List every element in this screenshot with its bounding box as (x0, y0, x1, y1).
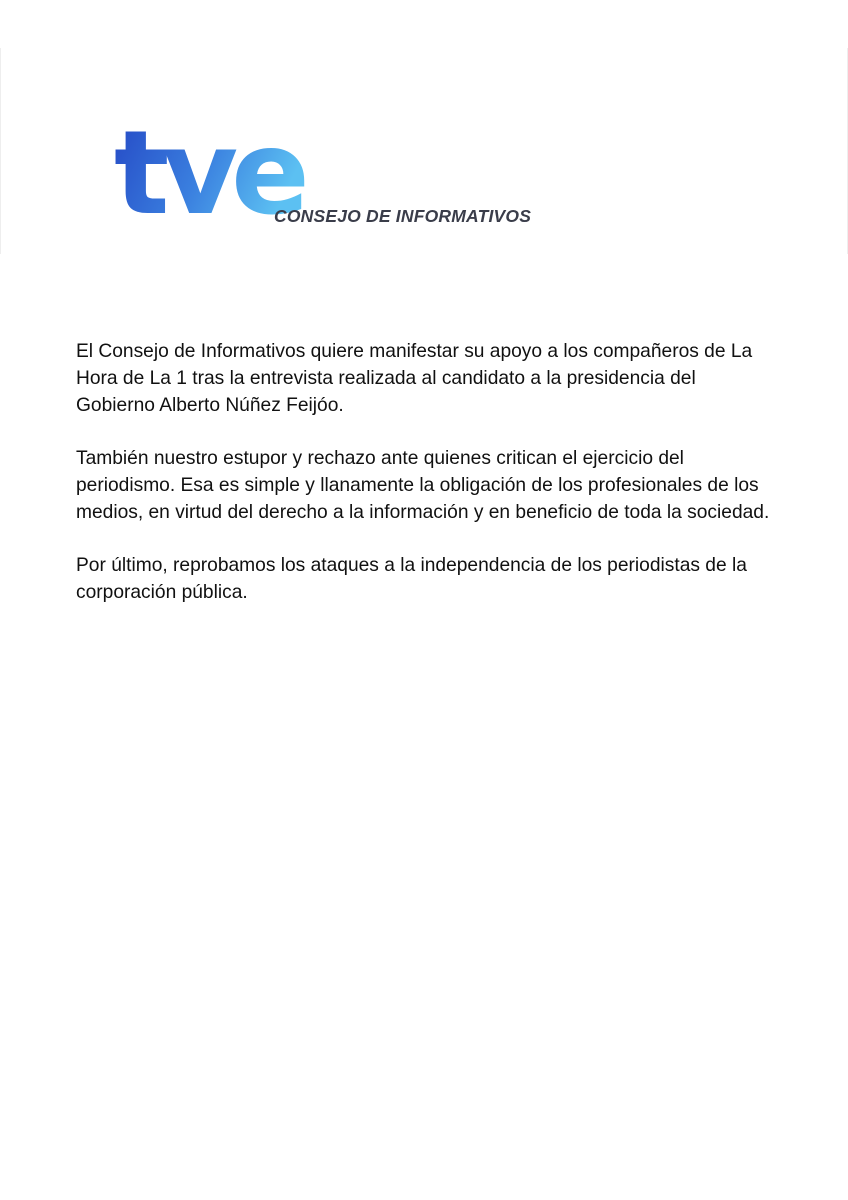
statement-body (76, 339, 776, 634)
paragraph-condemnation: Por último, reprobamos los ataques a la independencia de los periodistas de la corporación pública. (76, 555, 747, 604)
logo-subtitle: CONSEJO DE INFORMATIVOS (274, 206, 532, 226)
paragraph-rejection: También nuestro estupor y rechazo ante quienes critican el ejercicio del periodismo. Esa es simple y llanamente la obligación de los profesionales de los medios, en virtud del derecho a la información y en beneficio de toda la sociedad. (76, 448, 770, 523)
paragraph-support: El Consejo de Informativos quiere manifestar su apoyo a los compañeros de La Hora de La 1 tras la entrevista realizada al candidato a la presidencia del Gobierno Alberto Núñez Feijóo. (76, 341, 753, 416)
logo-mark-text: tve (114, 106, 303, 240)
tve-logo (112, 100, 532, 240)
